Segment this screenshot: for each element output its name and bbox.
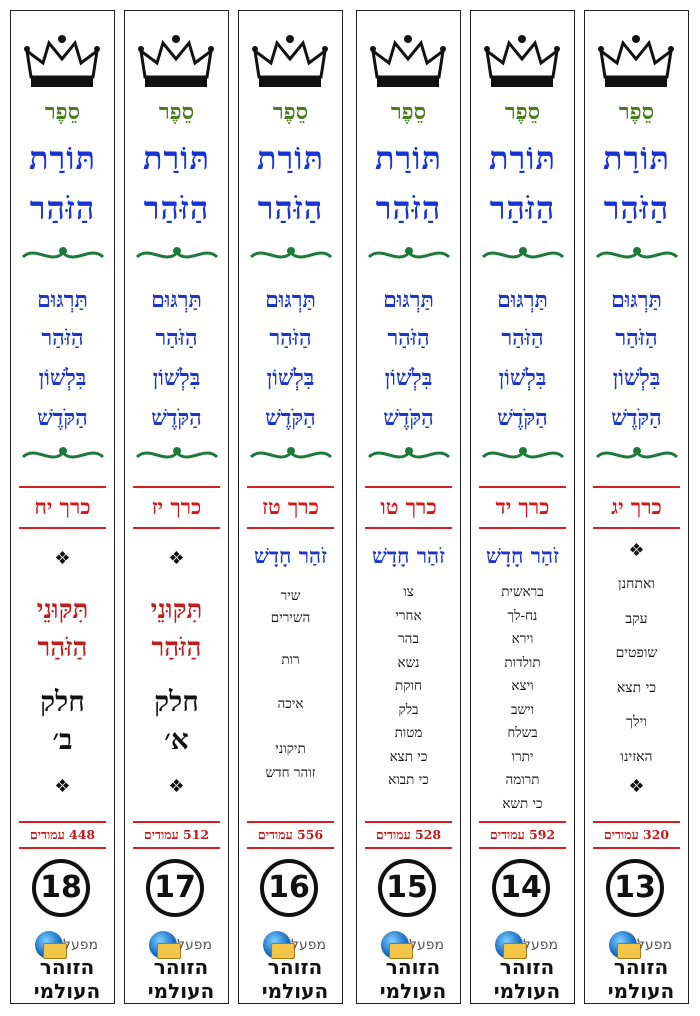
volume-number: 17 [146,859,204,917]
list-item: בראשית [501,584,544,600]
sefer-label: סֵפֶר [504,99,541,125]
list-item: תרומה [505,772,540,788]
diamond-icon: ❖ [628,776,645,797]
sefer-label: סֵפֶר [390,99,427,125]
volume-number: 16 [260,859,318,917]
divider [593,821,680,823]
divider [365,486,452,488]
page-count: 320 עמודים [603,827,670,842]
volume-label: כרך יג [611,494,662,519]
list-item: עקב [625,610,648,627]
list-item: וירא [511,631,534,647]
list-item: השירים [270,610,311,626]
zohar-chadash-heading: זֹהַר חָדָשׁ [372,543,445,568]
crown-icon [369,33,447,91]
targum-line-2: הַזֹּהַר [155,325,198,351]
book-spine-18 [10,10,115,1004]
targum-line-2: הַזֹּהַר [615,325,658,351]
list-item: חוקת [395,678,422,694]
list-item: כי תצא [389,748,428,765]
divider [365,821,452,823]
diamond-icon: ❖ [54,776,71,797]
volume-label: כרך יח [34,494,91,519]
divider [133,821,220,823]
sefer-label: סֵפֶר [158,99,195,125]
book-spine-17 [124,10,229,1004]
publisher-logo: מפעל הזוהר העולמי [145,931,217,1005]
divider [19,486,106,488]
page-count: 512 עמודים [143,827,210,842]
diamond-icon: ❖ [168,776,185,797]
crown-icon [137,33,215,91]
divider [365,847,452,849]
list-item: כי תשא [502,795,543,812]
ornament-icon [21,443,105,467]
page-count: 592 עמודים [489,827,556,842]
diamond-icon: ❖ [628,540,645,561]
book-spine-14 [470,10,575,1004]
list-item: בהר [398,631,419,647]
targum-line-2: הַזֹּהַר [387,325,430,351]
divider [479,486,566,488]
divider [479,527,566,529]
ornament-icon [481,243,565,267]
volume-label: כרך טו [380,494,437,519]
targum-line-4: הַקֹּדֶשׁ [611,405,662,431]
publisher-logo: מפעל הזוהר העולמי [259,931,331,1005]
targum-line-1: תַּרְגּוּם [497,287,548,313]
diamond-icon: ❖ [54,548,71,569]
title-line-2: הַזֹּהַר [489,189,556,227]
targum-line-3: בִּלְשׁוֹן [384,365,433,391]
list-item: נח-לך [507,607,538,624]
publisher-logo: מפעל הזוהר העולמי [491,931,563,1005]
list-item: כי תצא [616,679,657,696]
list-item: תיקוני [275,741,306,757]
tikkunei-title: תִּקּוּנֵי הַזֹּהַר [150,595,203,663]
divider [247,821,334,823]
targum-line-3: בִּלְשׁוֹן [498,365,547,391]
targum-line-3: בִּלְשׁוֹן [266,365,315,391]
list-item: וילך [626,714,647,730]
targum-line-4: הַקֹּדֶשׁ [265,405,316,431]
targum-line-4: הַקֹּדֶשׁ [151,405,202,431]
targum-line-4: הַקֹּדֶשׁ [497,405,548,431]
sefer-label: סֵפֶר [272,99,309,125]
page-count: 556 עמודים [257,827,324,842]
list-item: ויצא [511,678,534,694]
ornament-icon [135,443,219,467]
targum-line-1: תַּרְגּוּם [265,287,316,313]
title-line-1: תּוֹרַת [489,139,556,177]
targum-line-1: תַּרְגּוּם [37,287,88,313]
book-spine-13 [584,10,689,1004]
divider [247,527,334,529]
divider [19,821,106,823]
list-item: מטות [394,725,423,741]
publisher-logo: מפעל הזוהר העולמי [605,931,677,1005]
divider [19,847,106,849]
volume-label: כרך יד [495,494,550,519]
book-spine-16 [238,10,343,1004]
list-item: וישב [510,701,535,718]
targum-line-2: הַזֹּהַר [269,325,312,351]
parasha-list [473,581,572,816]
divider [247,486,334,488]
list-item: יתרו [511,748,534,765]
targum-line-1: תַּרְגּוּם [383,287,434,313]
list-item: אחרי [395,607,422,624]
title-line-2: הַזֹּהַר [257,189,324,227]
ornament-icon [367,243,451,267]
crown-icon [23,33,101,91]
list-item: בלק [398,701,419,718]
title-line-1: תּוֹרַת [143,139,210,177]
parasha-list [359,581,458,793]
divider [133,486,220,488]
title-line-2: הַזֹּהַר [143,189,210,227]
divider [365,527,452,529]
ornament-icon [595,243,679,267]
divider [247,847,334,849]
title-line-1: תּוֹרַת [603,139,670,177]
list-item: צו [403,584,414,600]
publisher-logo: מפעל הזוהר העולמי [31,931,103,1005]
ornament-icon [21,243,105,267]
volume-label: כרך טז [262,494,319,519]
targum-line-3: בִּלְשׁוֹן [152,365,201,391]
volume-label: כרך יז [151,494,202,519]
list-item: בשלח [507,725,538,741]
targum-line-4: הַקֹּדֶשׁ [37,405,88,431]
crown-icon [483,33,561,91]
sefer-label: סֵפֶר [618,99,655,125]
title-line-1: תּוֹרַת [29,139,96,177]
ornament-icon [249,443,333,467]
title-line-2: הַזֹּהַר [603,189,670,227]
divider [479,847,566,849]
divider [593,527,680,529]
volume-number: 15 [378,859,436,917]
list-item: האזינו [620,748,653,765]
list-item: כי תבוא [388,772,429,788]
ornament-icon [481,443,565,467]
book-spine-15 [356,10,461,1004]
targum-line-1: תַּרְגּוּם [151,287,202,313]
zohar-chadash-heading: זֹהַר חָדָשׁ [486,543,559,568]
part-label: חלק א׳ [154,685,199,756]
ornament-icon [249,243,333,267]
list-item: נשא [397,654,420,671]
title-line-2: הַזֹּהַר [29,189,96,227]
volume-number: 18 [32,859,90,917]
diamond-icon: ❖ [168,548,185,569]
divider [133,847,220,849]
crown-icon [597,33,675,91]
list-item: איכה [277,696,304,712]
parasha-list [241,585,340,785]
ornament-icon [595,443,679,467]
targum-line-3: בִּלְשׁוֹן [38,365,87,391]
targum-line-2: הַזֹּהַר [501,325,544,351]
crown-icon [251,33,329,91]
divider [593,847,680,849]
divider [593,486,680,488]
list-item: תולדות [504,654,541,671]
targum-line-2: הַזֹּהַר [41,325,84,351]
page-count: 448 עמודים [29,827,96,842]
title-line-1: תּוֹרַת [375,139,442,177]
targum-line-1: תַּרְגּוּם [611,287,662,313]
volume-number: 13 [606,859,664,917]
tikkunei-title: תִּקּוּנֵי הַזֹּהַר [36,595,89,663]
volume-number: 14 [492,859,550,917]
targum-line-3: בִּלְשׁוֹן [612,365,661,391]
list-item: רות [281,652,300,668]
title-line-2: הַזֹּהַר [375,189,442,227]
divider [19,527,106,529]
divider [133,527,220,529]
list-item: זוהר חדש [265,765,316,781]
part-label: חלק ב׳ [40,685,85,756]
page-count: 528 עמודים [375,827,442,842]
targum-line-4: הַקֹּדֶשׁ [383,405,434,431]
list-item: ואתחנן [618,576,655,592]
list-item: שיר [280,588,301,604]
sefer-label: סֵפֶר [44,99,81,125]
parasha-list [587,567,686,774]
list-item: שופטים [615,645,658,661]
ornament-icon [367,443,451,467]
divider [479,821,566,823]
zohar-chadash-heading: זֹהַר חָדָשׁ [254,543,327,568]
ornament-icon [135,243,219,267]
publisher-logo: מפעל הזוהר העולמי [377,931,449,1005]
title-line-1: תּוֹרַת [257,139,324,177]
